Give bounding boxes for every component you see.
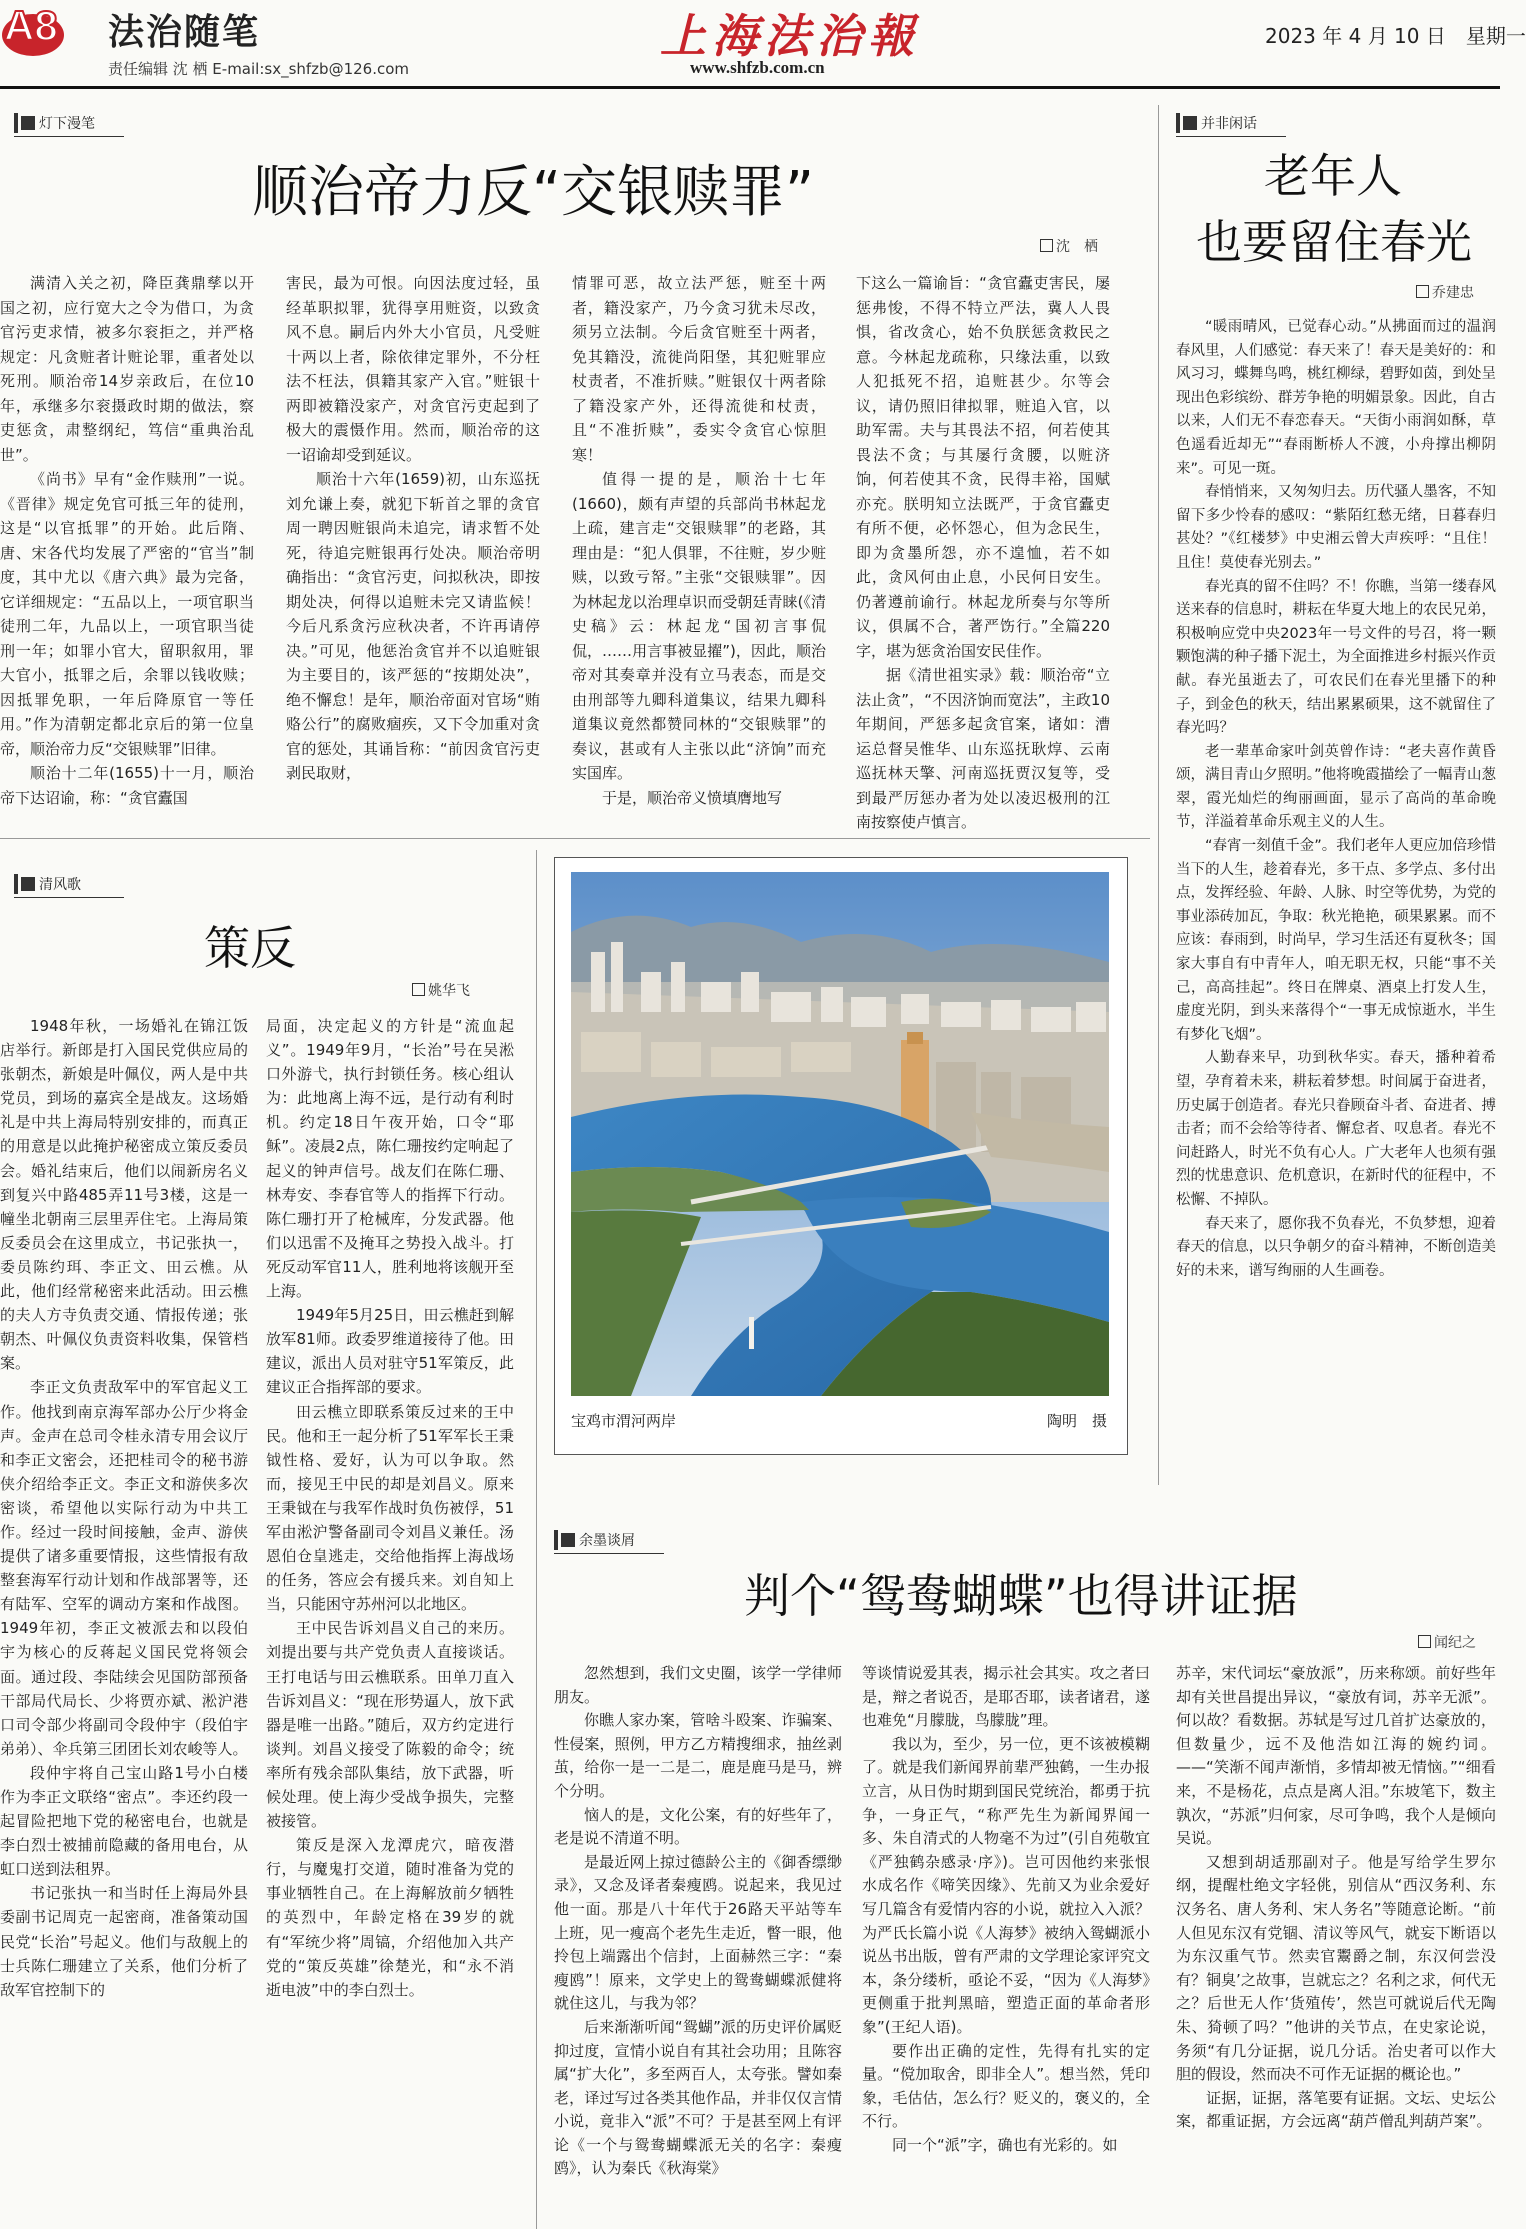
editor-line: 责任编辑 沈 栖 E-mail:sx_shfzb@126.com — [108, 60, 410, 78]
page-number-badge — [0, 0, 70, 60]
paragraph: 后来渐渐听闻“鸳蝴”派的历史评价属贬抑过度，宣情小说自有其社会功用；且陈容属“扩大化”，多至两百人，太夸张。譬如秦老，译过写过各类其他作品，并非仅仅言情小说，竟非入“派”不可？于是甚至网上有评论《一个与鸳鸯蝴蝶派无关的名字：秦瘦鸥》，认为秦氏《秋海棠》 — [554, 2017, 842, 2178]
article-column — [856, 271, 1110, 831]
paragraph: 李正文负责敌军中的军官起义工作。他找到南京海军部办公厅少将金声。金声在总司令桂永清专用会议厅和李正文密会，还把桂司令的秘书游侠介绍给李正文。李正文和游侠多次密谈，希望他以实际行动为中共工作。经过一段时间接触，金声、游侠提供了诸多重要情报，这些情报有敌整套海军行动计划和作战部署等，还有陆军、空军的调动方案和作战图。1949年初，李正文被派去和以段伯宇为核心的反蒋起义国民党将领会面。通过段、李陆续会见国防部预备干部局代局长、少将贾亦斌、淞沪港口司令部少将副司令段仲宇（段伯宇弟弟）、伞兵第三团团长刘农峻等人。 — [0, 1378, 248, 1758]
paragraph: 苏辛，宋代词坛“豪放派”，历来称颂。前好些年却有关世昌提出异议，“豪放有词，苏辛无派”。何以故？看数据。苏轼是写过几首扩达豪放的，但数量少，远不及他浩如江海的婉约词。——“笑渐不闻声渐悄，多情却被无情恼。”“细看来，不是杨花，点点是离人泪。”东坡笔下，数主孰次，“苏派”归何家，尽可争鸣，我个人是倾向吴说。 — [1176, 1664, 1496, 1848]
paragraph: 顺治十六年(1659)初，山东巡抚刘允谦上奏，就犯下斩首之罪的贪官周一聘因赃银尚未追完，请求暂不处死，待追完赃银再行处决。顺治帝明确指出：“贪官污吏，问拟秋决，即按期处决，何得以追赃未完又请监候！今后凡系贪污应秋决者，不许再请停决。”可见，他惩治贪官并不以追赃银为主要目的，该严惩的“按期处决”，绝不懈怠！是年，顺治帝面对官场“贿赂公行”的腐败痼疾，又下令加重对贪官的惩处，其诵旨称：“前因贪官污吏剥民取财， — [286, 470, 540, 782]
paragraph: 人勤春来早，功到秋华实。春天，播种着希望，孕育着未来，耕耘着梦想。时间属于奋进者，历史属于创造者。春光只眷顾奋斗者、奋进者、搏击者；而不会给等待者、懈怠者、叹息者。春光不问赶路人，时光不负有心人。广大老年人也须有强烈的忧患意识、危机意识，在新时代的征程中，不松懈、不掉队。 — [1176, 1050, 1496, 1208]
paragraph: 证据，证据，落笔要有证据。文坛、史坛公案，都重证据，方会远离“葫芦僧乱判葫芦案”。 — [1176, 2088, 1496, 2131]
paragraph: 等谈情说爱其表，揭示社会其实。攻之者曰是，辩之者说否，是耶否耶，读者诸君，遂也难免“月朦胧，鸟朦胧”理。 — [862, 1664, 1150, 1730]
paragraph: 害民，最为可恨。向因法度过轻，虽经革职拟罪，犹得享用赃资，以致贪风不息。嗣后内外大小官员，凡受赃十两以上者，除依律定罪外，不分枉法不枉法，俱籍其家产入官。”赃银十两即被籍没家产，对贪官污吏起到了极大的震慑作用。然而，顺治帝的这一诏谕却受到延议。 — [286, 274, 540, 464]
kicker-shunzhi: 灯下漫笔 — [14, 113, 95, 133]
section-divider — [0, 838, 1150, 839]
photo-credit: 陶明 摄 — [1046, 1412, 1107, 1430]
kicker-rule — [1176, 136, 1286, 137]
kicker-yuanyang: 余墨谈屑 — [554, 1530, 635, 1550]
article-column — [1176, 1662, 1496, 2226]
paragraph: 局面，决定起义的方针是“流血起义”。1949年9月，“长治”号在吴淞口外游弋，执行封锁任务。核心组认为：此地离上海不远，是行动有利时机。约定18日午夜开始，口令“耶稣”。凌晨2点，陈仁珊按约定响起了起义的钟声信号。战友们在陈仁珊、林寿安、李春官等人的指挥下行动。陈仁珊打开了枪械库，分发武器。他们以迅雷不及掩耳之势投入战斗。打死反动军官11人，胜利地将该舰开至上海。 — [266, 1017, 514, 1301]
paragraph: 段仲宇将自己宝山路1号小白楼作为李正文联络“密点”。李还约段一起冒险把地下党的秘密电台，也就是李白烈士被捕前隐藏的备用电台，从虹口送到法租界。 — [0, 1763, 248, 1879]
river-city-photo — [571, 872, 1109, 1396]
date-line: 2023 年 4 月 10 日 星期一 — [1265, 24, 1526, 48]
paragraph: 春悄悄来，又匆匆归去。历代骚人墨客，不知留下多少怜春的感叹：“紫陌红愁无绪，日暮春归甚处？”《红楼梦》中史湘云曾大声疾呼：“且住！且住！莫使春光别去。” — [1176, 484, 1496, 571]
paragraph: 王中民告诉刘昌义自己的来历。刘提出要与共产党负责人直接谈话。王打电话与田云樵联系。田单刀直入告诉刘昌义：“现在形势逼人，放下武器是唯一出路。”随后，双方约定进行谈判。刘昌义接受了陈毅的命令；统率所有残余部队集结，放下武器，听候处理。使上海少受战争损失，完整被接管。 — [266, 1619, 514, 1831]
photo-frame — [554, 857, 1128, 1455]
paragraph: 你瞧人家办案，管啥斗殴案、诈骗案、性侵案，照例，甲方乙方精搜细求，抽丝剥茧，给你一是一二是二，鹿是鹿马是马，辨个分明。 — [554, 1711, 842, 1800]
paragraph: 策反是深入龙潭虎穴，暗夜潜行，与魔鬼打交道，随时准备为党的事业牺牲自己。在上海解放前夕牺牲的英烈中，年龄定格在39岁的就有“军统少将”周镐，介绍他加入共产党的“策反英雄”徐楚光，和“永不消逝电波”中的李白烈士。 — [266, 1836, 514, 1999]
masthead-url: www.shfzb.com.cn — [690, 58, 825, 77]
paragraph: 满清入关之初，降臣龚鼎孳以开国之初，应行宽大之令为借口，为贪官污吏求情，被多尔衮拒之，并严格规定：凡贪赃者计赃论罪，重者处以死刑。顺治帝14岁亲政后，在位10年，承继多尔衮摄政时期的做法，察吏惩贪，肃整纲纪，笃信“重典治乱世”。 — [0, 274, 254, 464]
kicker-cefan: 清风歌 — [14, 874, 81, 894]
paragraph: 同一个“派”字，确也有光彩的。如 — [892, 2135, 1118, 2154]
byline-cefan: 姚华飞 — [412, 980, 470, 1000]
paragraph: 书记张执一和当时任上海局外县委副书记周克一起密商，准备策动国民党“长治”号起义。他们与敌舰上的士兵陈仁珊建立了关系，他们分析了敌军官控制下的 — [0, 1884, 248, 1999]
paragraph: “暖雨晴风，已觉春心动。”从拂面而过的温润春风里，人们感觉：春天来了！春天是美好的：和风习习，蝶舞鸟鸣，桃红柳绿，碧野如茵，到处呈现出色彩缤纷、群芳争艳的明媚景象。因此，自古以来，人们无不春恋春天。“天街小雨润如酥，草色遥看近却无”“春雨断桥人不渡，小舟撑出柳阴来”。可见一斑。 — [1176, 319, 1496, 477]
article-column — [0, 1014, 248, 2226]
byline-yuanyang: 闻纪之 — [1418, 1632, 1476, 1652]
article-column — [286, 271, 540, 811]
kicker-rule — [14, 136, 124, 137]
byline-shunzhi: 沈 栖 — [1040, 236, 1098, 256]
article-column — [572, 271, 826, 811]
paragraph: 田云樵立即联系策反过来的王中民。他和王一起分析了51军军长王秉钺性格、爱好，认为可以争取。然而，接见王中民的却是刘昌义。原来王秉钺在与我军作战时负伤被俘，51军由淞沪警备副司令刘昌义兼任。汤恩伯仓皇逃走，交给他指挥上海战场的任务，答应会有援兵来。刘自知上当，只能困守苏州河以北地区。 — [266, 1402, 514, 1614]
paragraph: 下这么一篇谕旨：“贪官蠹吏害民，屡惩弗悛，不得不特立严法，冀人人畏惧，省改贪心，始不负朕惩贪救民之意。今林起龙疏称，只缘法重，以致人犯抵死不招，追赃甚少。尔等会议，请仍照旧律拟罪，赃追入官，以助军需。夫与其畏法不招，何若使其畏法不贪；与其屡行贪腰，以赃济饷，何若使其不贪，民得丰裕，国赋亦充。朕明知立法既严，于贪官蠹吏有所不便，必怀怨心，但为念民生，即为贪墨所怨，亦不遑恤，若不如此，贪风何由止息，小民何日安生。仍著遵前谕行。林起龙所奏与尔等所议，俱属不合，著严饬行。”全篇220字，堪为惩贪治国安民佳作。 — [856, 274, 1110, 660]
article-title-yuanyang: 判个“鸳鸯蝴蝶”也得讲证据 — [744, 1569, 1298, 1623]
paragraph: 我以为，至少，另一位，更不该被模糊了。就是我们新闻界前辈严独鹤，一生办报立言，从日伪时期到国民党统治，都勇于抗争，一身正气，“称严先生为新闻界闻一多、朱自清式的人物毫不为过”(引自苑敬宜《严独鹤杂感录·序》)。岂可因他约来张恨水成名作《啼笑因缘》、先前又为业余爱好写几篇含有爱情内容的小说，就拉入入派？为严氏长篇小说《人海梦》被纳入鸳蝴派小说丛书出版，曾有严肃的文学理论家评究文本，条分缕析，亟论不妥，“因为《人海梦》更侧重于批判黑暗，塑造正面的革命者形象”(王纪人语)。 — [862, 1734, 1150, 2036]
column-divider — [536, 850, 537, 2229]
article-column — [1176, 316, 1496, 1466]
article-column — [862, 1662, 1150, 2226]
paragraph: 是最近网上掠过德龄公主的《御香缥缈录》，又念及译者秦瘦鸥。说起来，我见过他一面。那是八十年代于26路天平站等车上班，见一瘦高个老先生走近，瞥一眼，他拎包上端露出个信封，上面赫然三字：“秦瘦鸥”！原来，文学史上的鸳鸯蝴蝶派健将就住这儿，与我为邻？ — [554, 1852, 842, 2013]
paragraph: 1949年5月25日，田云樵赶到解放军81师。政委罗维道接待了他。田建议，派出人员对驻守51军策反，此建议正合指挥部的要求。 — [266, 1306, 514, 1397]
paragraph: 据《清世祖实录》载：顺治帝“立法止贪”，“不因济饷而宽法”，主政10年期间，严惩多起贪官案，诸如：漕运总督吴惟华、山东巡抚耿焞、云南巡抚林天擎、河南巡抚贾汉复等，受到最严厉惩办者为处以凌迟极刑的江南按察使卢慎言。 — [856, 666, 1110, 831]
paragraph: 又想到胡适那副对子。他是写给学生罗尔纲，提醒杜绝文字轻佻，别信从“西汉务利、东汉务名、唐人务利、宋人务名”等随意论断。“前人但见东汉有党锢、清议等风气，就妄下断语以为东汉重气节。然卖官鬻爵之制，东汉何尝没有？铜臭’之故事，岂就忘之？名利之求，何代无之？后世无人作‘货殖传’，然岂可就说后代无陶朱、猗顿了吗？”他讲的关节点，在史家论说，务须“有几分证据，说几分话。治史者可以作大胆的假设，然而决不可作无证据的概论也。” — [1176, 1852, 1496, 2084]
paragraph: 1948年秋，一场婚礼在锦江饭店举行。新郎是打入国民党供应局的张朝杰，新娘是叶佩仪，两人是中共党员，到场的嘉宾全是战友。这场婚礼是中共上海局特别安排的，而真正的用意是以此掩护秘密成立策反委员会。婚礼结束后，他们以闹新房名义到复兴中路485弄11号3楼，这是一幢坐北朝南三层里弄住宅。上海局策反委员会在这里成立，书记张执一，委员陈约珥、李正文、田云樵。从此，他们经常秘密来此活动。田云樵的夫人方寺负责交通、情报传递；张朝杰、叶佩仪负责资料收集，保管档案。 — [0, 1017, 248, 1373]
header-rule — [0, 86, 1500, 89]
paragraph: “春宵一刻值千金”。我们老年人更应加倍珍惜当下的人生，趁着春光，多干点、多学点、多付出点，发挥经验、年龄、人脉、时空等优势，为党的事业添砖加瓦，争取：秋光艳艳，硕果累累。而不应该：春雨到，时尚早，学习生活还有夏秋冬；国家大事自有中青年人，咱无职无权，只能“事不关己，高高挂起”。终日在牌桌、酒桌上打发人生，虚度光阴，到头来落得个“一事无成惊逝水，半生有梦化飞烟”。 — [1176, 838, 1496, 1043]
paragraph: 春天来了，愿你我不负春光，不负梦想，迎着春天的信息，以只争朝夕的奋斗精神，不断创造美好的未来，谱写绚丽的人生画卷。 — [1176, 1215, 1496, 1279]
article-column — [0, 271, 254, 811]
byline-laonian: 乔建忠 — [1416, 282, 1474, 302]
paragraph: 于是，顺治帝义愤填膺地写 — [602, 788, 783, 807]
paragraph: 忽然想到，我们文史圈，该学一学律师朋友。 — [554, 1664, 842, 1706]
paragraph: 值得一提的是，顺治十七年(1660)，颇有声望的兵部尚书林起龙上疏，建言走“交银赎罪”的老路，其理由是：“犯人俱罪，不往赃，岁少赃赎，以致亏帑。”主张“交银赎罪”。因为林起龙以治理卓识而受朝廷青睐(《清史稿》云：林起龙“国初言事侃侃，……用言事被显擢”)，因此，顺治帝对其奏章并没有立马表态，而是交由刑部等九卿科道集议，结果九卿科道集议竟然都赞同林的“交银赎罪”的奏议，甚或有人主张以此“济饷”而充实国库。 — [572, 470, 826, 782]
paragraph: 顺治十二年(1655)十一月，顺治帝下达诏谕，称：“贪官蠹国 — [0, 764, 254, 807]
kicker-laonian: 并非闲话 — [1176, 113, 1257, 133]
kicker-rule — [14, 897, 124, 898]
paragraph: 春光真的留不住吗？不！你瞧，当第一缕春风送来春的信息时，耕耘在华夏大地上的农民兄弟，积极响应党中央2023年一号文件的号召，将一颗颗饱满的种子播下泥土，为全面推进乡村振兴作贡献。春光虽逝去了，可农民们在春光里播下的种子，到金色的秋天，结出累累硕果，这不就留住了春光吗？ — [1176, 578, 1496, 737]
page-number: A8 — [4, 2, 58, 49]
paragraph: 恼人的是，文化公案，有的好些年了，老是说不清道不明。 — [554, 1805, 842, 1848]
article-title-shunzhi: 顺治帝力反“交银赎罪” — [252, 160, 815, 225]
kicker-rule — [554, 1553, 664, 1554]
section-title: 法治随笔 — [108, 12, 261, 53]
paragraph: 《尚书》早有“金作赎刑”一说。《晋律》规定免官可抵三年的徒刑，这是“以官抵罪”的开始。此后隋、唐、宋各代均发展了严密的“官当”制度，其中尤以《唐六典》最为完备，它详细规定：“五品以上，一项官职当徒刑二年，九品以上，一项官职当徒刑一年；如罪小官大，留职叙用，罪大官小，抵罪之后，余罪以钱收赎；因抵罪免职，一年后降原官一等任用。”作为清朝定都北京后的第一位皇帝，顺治帝力反“交银赎罪”旧律。 — [0, 470, 254, 758]
paragraph: 情罪可恶，故立法严惩，赃至十两者，籍没家产，乃今贪习犹未尽改，须另立法制。今后贪官赃至十两者，免其籍没，流徙尚阳堡，其犯赃罪应杖责者，不准折赎。”赃银仅十两者除了籍没家产外，还得流徙和杖责，且“不准折赎”，委实令贪官心惊胆寒！ — [572, 274, 826, 464]
column-divider — [1158, 105, 1159, 1485]
masthead: 上海法治報 — [660, 9, 920, 63]
article-title-cefan: 策反 — [204, 921, 296, 975]
paragraph: 要作出正确的定性，先得有扎实的定量。“傥加取舍，即非全人”。想当然，凭印象，毛估估，怎么行？贬义的，褒义的，全不行。 — [862, 2041, 1150, 2131]
article-column — [554, 1662, 842, 2226]
paragraph: 老一辈革命家叶剑英曾作诗：“老夫喜作黄昏颂，满目青山夕照明。”他将晚霞描绘了一幅青山葱翠，霞光灿烂的绚丽画面，显示了高尚的革命晚节，洋溢着革命乐观主义的人生。 — [1176, 743, 1496, 831]
article-title-laonian-line2: 也要留住春光 — [1196, 215, 1472, 269]
article-title-laonian-line1: 老年人 — [1264, 149, 1402, 203]
article-column — [266, 1014, 514, 2226]
photo-caption: 宝鸡市渭河两岸 — [571, 1412, 677, 1430]
